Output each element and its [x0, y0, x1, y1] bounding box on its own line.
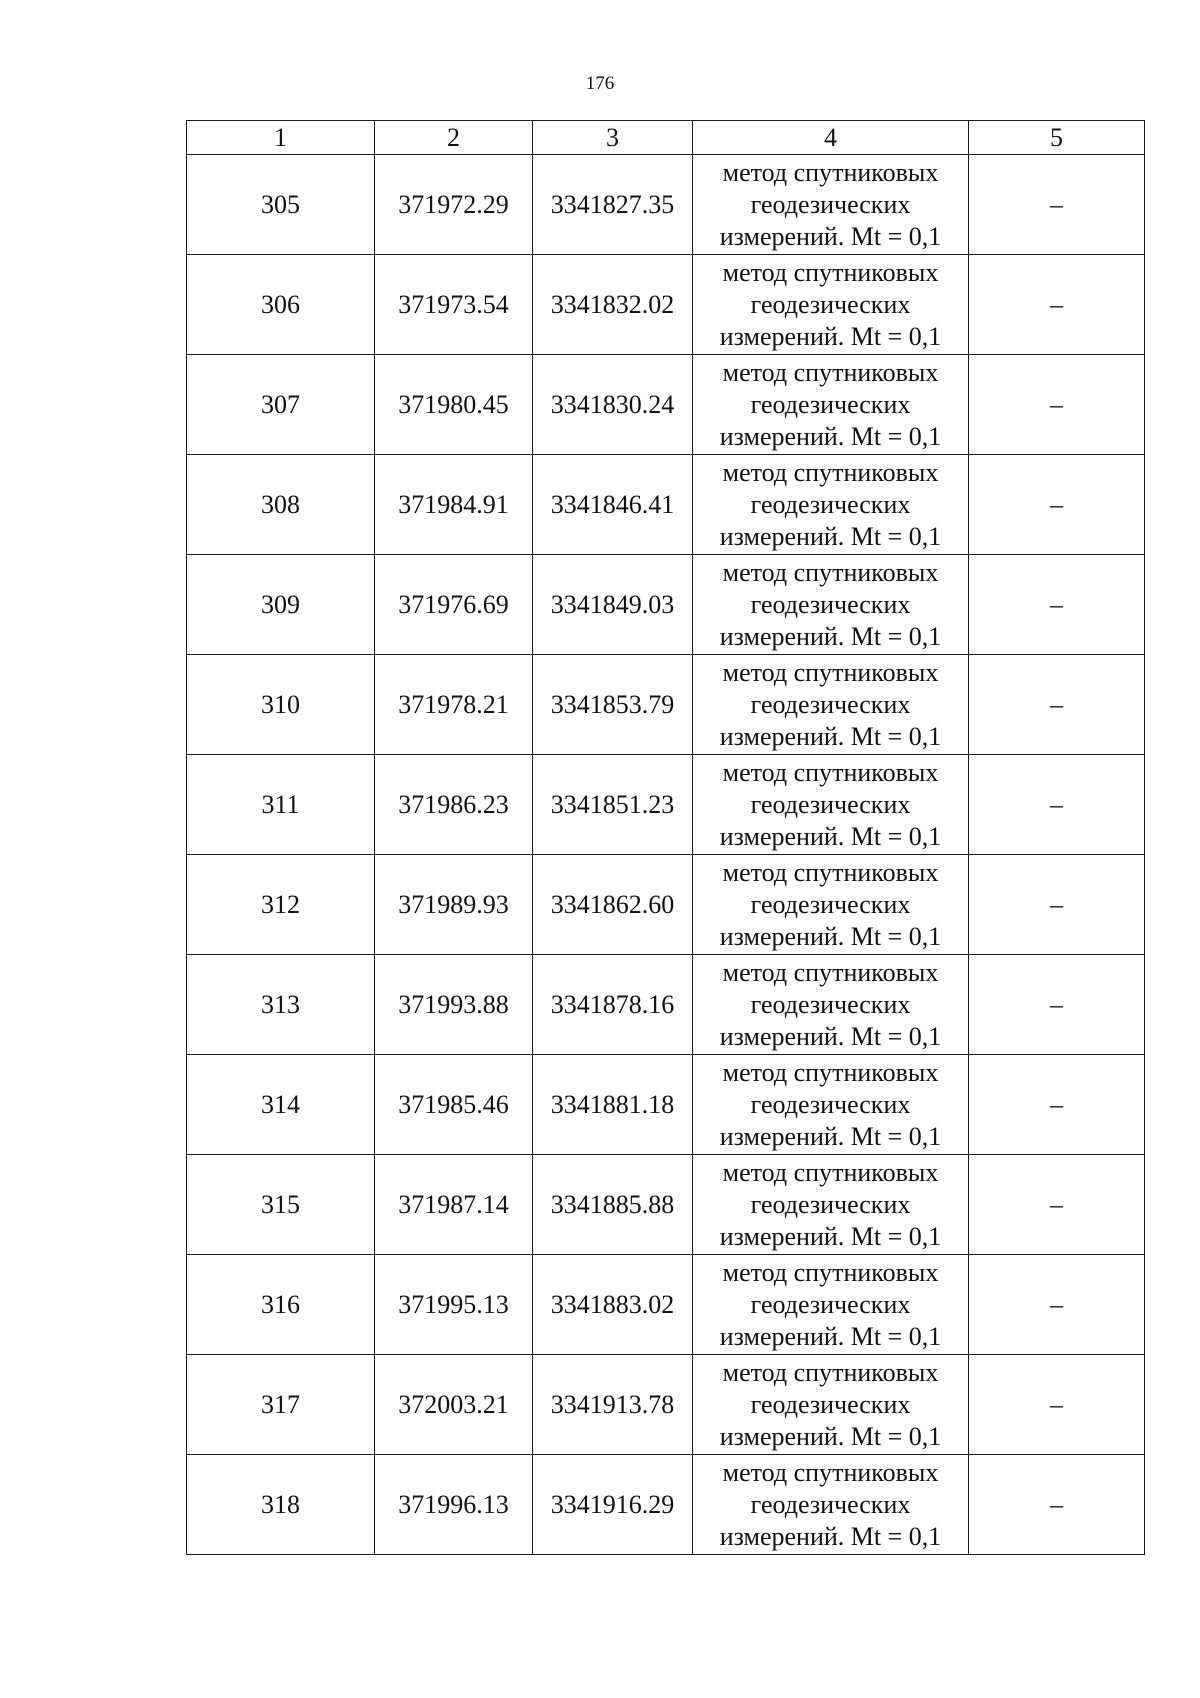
x-coordinate-cell: 371985.46 [375, 1055, 533, 1155]
note-cell: – [969, 955, 1145, 1055]
note-cell: – [969, 1255, 1145, 1355]
column-header-1: 1 [187, 121, 375, 155]
note-cell: – [969, 455, 1145, 555]
method-line: метод спутниковых [722, 1157, 939, 1187]
table-row [187, 1055, 1145, 1155]
table-body [187, 155, 1145, 1555]
method-line: измерений. Mt = 0,1 [719, 1021, 942, 1051]
method-line: геодезических [750, 489, 911, 519]
x-coordinate-cell: 371980.45 [375, 355, 533, 455]
table-row [187, 355, 1145, 455]
y-coordinate-cell: 3341881.18 [533, 1055, 693, 1155]
note-cell: – [969, 355, 1145, 455]
point-number-cell: 308 [187, 455, 375, 555]
method-line: геодезических [750, 989, 911, 1019]
method-cell [693, 955, 969, 1055]
y-coordinate-cell: 3341827.35 [533, 155, 693, 255]
method-line: метод спутниковых [722, 957, 939, 987]
y-coordinate-cell: 3341885.88 [533, 1155, 693, 1255]
x-coordinate-cell: 371995.13 [375, 1255, 533, 1355]
method-line: геодезических [750, 589, 911, 619]
x-coordinate-cell: 371973.54 [375, 255, 533, 355]
note-cell: – [969, 1355, 1145, 1455]
note-cell: – [969, 655, 1145, 755]
note-cell: – [969, 755, 1145, 855]
coordinates-table [186, 120, 1145, 1555]
method-line: измерений. Mt = 0,1 [719, 1221, 942, 1251]
method-cell [693, 855, 969, 955]
method-cell [693, 755, 969, 855]
page-number: 176 [585, 73, 615, 94]
method-line: метод спутниковых [722, 157, 939, 187]
table-row [187, 1255, 1145, 1355]
column-header-5: 5 [969, 121, 1145, 155]
y-coordinate-cell: 3341878.16 [533, 955, 693, 1055]
point-number-cell: 309 [187, 555, 375, 655]
x-coordinate-cell: 371972.29 [375, 155, 533, 255]
method-cell [693, 455, 969, 555]
method-line: метод спутниковых [722, 257, 939, 287]
note-cell: – [969, 855, 1145, 955]
note-cell: – [969, 1155, 1145, 1255]
method-line: геодезических [750, 1289, 911, 1319]
point-number-cell: 318 [187, 1455, 375, 1555]
method-line: метод спутниковых [722, 1257, 939, 1287]
method-line: геодезических [750, 889, 911, 919]
point-number-cell: 312 [187, 855, 375, 955]
y-coordinate-cell: 3341916.29 [533, 1455, 693, 1555]
method-line: геодезических [750, 1189, 911, 1219]
method-line: метод спутниковых [722, 857, 939, 887]
x-coordinate-cell: 371986.23 [375, 755, 533, 855]
method-cell [693, 1455, 969, 1555]
table-row [187, 1155, 1145, 1255]
point-number-cell: 316 [187, 1255, 375, 1355]
y-coordinate-cell: 3341832.02 [533, 255, 693, 355]
column-header-4: 4 [693, 121, 969, 155]
x-coordinate-cell: 371987.14 [375, 1155, 533, 1255]
method-line: измерений. Mt = 0,1 [719, 1421, 942, 1451]
table-row [187, 155, 1145, 255]
point-number-cell: 313 [187, 955, 375, 1055]
y-coordinate-cell: 3341846.41 [533, 455, 693, 555]
point-number-cell: 315 [187, 1155, 375, 1255]
x-coordinate-cell: 371989.93 [375, 855, 533, 955]
method-line: измерений. Mt = 0,1 [719, 1121, 942, 1151]
note-cell: – [969, 255, 1145, 355]
table-row [187, 255, 1145, 355]
method-line: метод спутниковых [722, 1457, 939, 1487]
method-line: метод спутниковых [722, 1057, 939, 1087]
method-line: измерений. Mt = 0,1 [719, 821, 942, 851]
table-row [187, 955, 1145, 1055]
method-cell [693, 355, 969, 455]
point-number-cell: 305 [187, 155, 375, 255]
table-row [187, 855, 1145, 955]
x-coordinate-cell: 371976.69 [375, 555, 533, 655]
method-line: метод спутниковых [722, 757, 939, 787]
method-cell [693, 1355, 969, 1455]
note-cell: – [969, 155, 1145, 255]
table-header-row [187, 121, 1145, 155]
note-cell: – [969, 1455, 1145, 1555]
method-line: метод спутниковых [722, 457, 939, 487]
x-coordinate-cell: 371978.21 [375, 655, 533, 755]
method-line: измерений. Mt = 0,1 [719, 421, 942, 451]
method-line: геодезических [750, 1089, 911, 1119]
method-line: измерений. Mt = 0,1 [719, 1521, 942, 1551]
table-row [187, 455, 1145, 555]
method-line: метод спутниковых [722, 657, 939, 687]
method-line: метод спутниковых [722, 557, 939, 587]
method-line: измерений. Mt = 0,1 [719, 321, 942, 351]
y-coordinate-cell: 3341851.23 [533, 755, 693, 855]
method-cell [693, 1055, 969, 1155]
table-row [187, 555, 1145, 655]
method-line: геодезических [750, 189, 911, 219]
method-line: геодезических [750, 289, 911, 319]
method-line: геодезических [750, 689, 911, 719]
method-cell [693, 255, 969, 355]
table-row [187, 1355, 1145, 1455]
column-header-3: 3 [533, 121, 693, 155]
method-line: измерений. Mt = 0,1 [719, 621, 942, 651]
method-line: метод спутниковых [722, 1357, 939, 1387]
x-coordinate-cell: 371993.88 [375, 955, 533, 1055]
y-coordinate-cell: 3341830.24 [533, 355, 693, 455]
table-row [187, 1455, 1145, 1555]
note-cell: – [969, 555, 1145, 655]
method-cell [693, 555, 969, 655]
y-coordinate-cell: 3341862.60 [533, 855, 693, 955]
table-row [187, 755, 1145, 855]
note-cell: – [969, 1055, 1145, 1155]
point-number-cell: 306 [187, 255, 375, 355]
column-header-2: 2 [375, 121, 533, 155]
method-line: метод спутниковых [722, 357, 939, 387]
point-number-cell: 310 [187, 655, 375, 755]
method-line: измерений. Mt = 0,1 [719, 221, 942, 251]
point-number-cell: 307 [187, 355, 375, 455]
method-cell [693, 155, 969, 255]
x-coordinate-cell: 371984.91 [375, 455, 533, 555]
x-coordinate-cell: 372003.21 [375, 1355, 533, 1455]
method-line: измерений. Mt = 0,1 [719, 721, 942, 751]
y-coordinate-cell: 3341913.78 [533, 1355, 693, 1455]
method-line: геодезических [750, 1489, 911, 1519]
method-cell [693, 1155, 969, 1255]
table-row [187, 655, 1145, 755]
method-cell [693, 1255, 969, 1355]
y-coordinate-cell: 3341883.02 [533, 1255, 693, 1355]
x-coordinate-cell: 371996.13 [375, 1455, 533, 1555]
point-number-cell: 314 [187, 1055, 375, 1155]
method-line: геодезических [750, 789, 911, 819]
method-cell [693, 655, 969, 755]
y-coordinate-cell: 3341853.79 [533, 655, 693, 755]
method-line: геодезических [750, 389, 911, 419]
method-line: измерений. Mt = 0,1 [719, 1321, 942, 1351]
method-line: измерений. Mt = 0,1 [719, 921, 942, 951]
method-line: измерений. Mt = 0,1 [719, 521, 942, 551]
method-line: геодезических [750, 1389, 911, 1419]
point-number-cell: 317 [187, 1355, 375, 1455]
point-number-cell: 311 [187, 755, 375, 855]
y-coordinate-cell: 3341849.03 [533, 555, 693, 655]
